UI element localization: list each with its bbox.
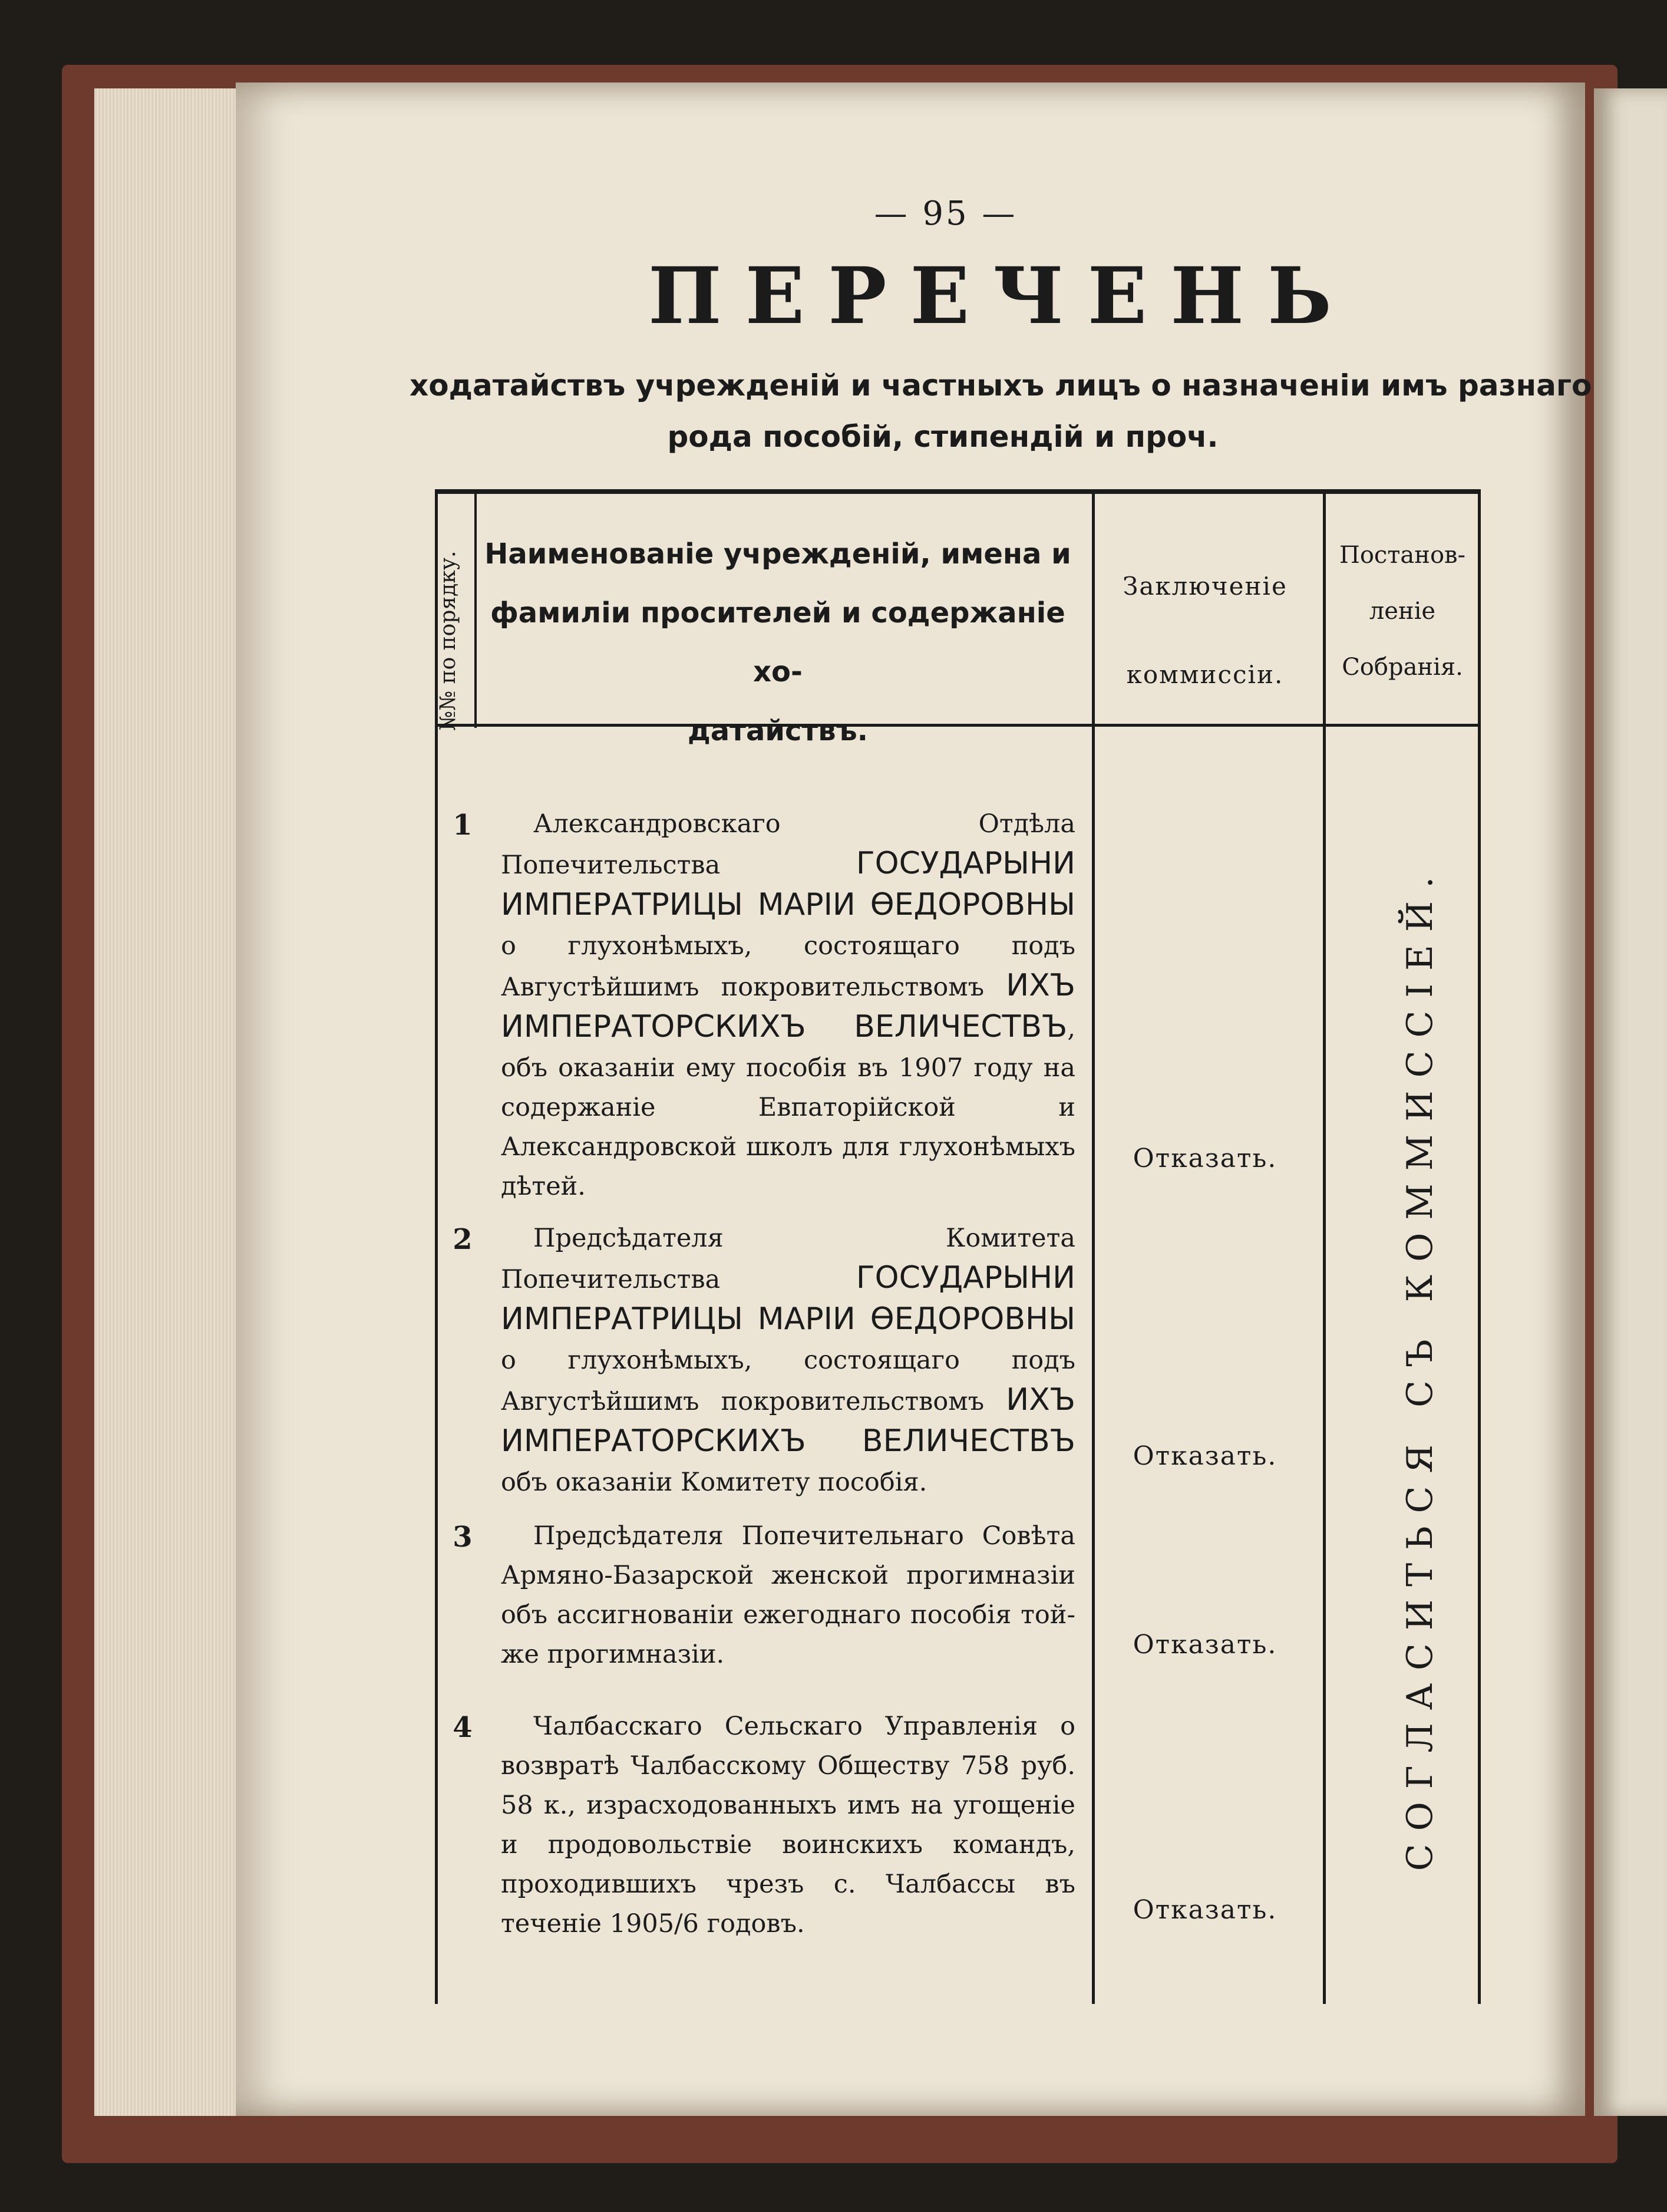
column-header-resolution-line-3: Собранія.: [1342, 654, 1463, 681]
row-3-number: 3: [453, 1521, 473, 1554]
column-header-name-line-1: Наименованіе учрежденій, имена и: [484, 538, 1071, 571]
row-1-number: 1: [453, 809, 473, 842]
column-header-conclusion-line-1: Заключеніе: [1123, 572, 1288, 601]
row-2-caps-b: ИХЪ ИМПЕРАТОРСКИХЪ ВЕЛИЧЕСТВЪ: [501, 1382, 1075, 1459]
column-header-name-line-2: фамиліи просителей и содержаніе хо-: [490, 596, 1065, 688]
column-header-resolution: [1326, 528, 1479, 695]
next-page-edge: [1594, 88, 1667, 2116]
page-edges: [94, 88, 247, 2116]
column-header-conclusion: [1096, 542, 1314, 719]
page-number: — 95 —: [874, 195, 1018, 233]
row-2-text: [501, 1219, 1075, 1502]
row-2-number: 2: [453, 1223, 473, 1256]
row-1-conclusion: Отказать.: [1133, 1143, 1278, 1173]
row-1-text: [501, 805, 1075, 1206]
row-1-text-a: Александровскаго Отдѣла Попечительства: [501, 809, 1075, 880]
column-header-resolution-line-2: леніе: [1369, 598, 1436, 625]
column-divider-3: [1323, 492, 1326, 2004]
column-header-name: [483, 525, 1072, 760]
row-4-year: 1905/6: [609, 1909, 699, 1939]
subtitle-line-2: рода пособій, стипендій и проч.: [667, 420, 1219, 454]
row-4-text: [501, 1707, 1075, 1944]
row-2-text-b: о глухонѣмыхъ, состоящаго подъ Августѣйшимъ покровительствомъ: [501, 1346, 1075, 1416]
row-1-caps-a: ГОСУДАРЫНИ ИМПЕРАТРИЦЫ МАРІИ ѲЕДОРОВНЫ: [501, 846, 1075, 922]
row-4-text-a: Чалбасскаго Сельскаго Управленія о возвратѣ Чалбасскому Обществу 758 руб. 58 к., израсходованныхъ имъ на угощеніе и продовольствіе воинскихъ командъ, проходившихъ чрезъ с. Чалбассы въ теченіе: [501, 1712, 1075, 1939]
row-4-conclusion: Отказать.: [1133, 1895, 1278, 1925]
row-2-caps-a: ГОСУДАРЫНИ ИМПЕРАТРИЦЫ МАРІИ ѲЕДОРОВНЫ: [501, 1260, 1075, 1337]
row-3-text: [501, 1517, 1075, 1674]
row-3-conclusion: Отказать.: [1133, 1630, 1278, 1660]
row-2-text-c: объ оказаніи Комитету пособія.: [501, 1468, 927, 1497]
column-divider-2: [1092, 492, 1095, 2004]
row-1-text-b: о глухонѣмыхъ, состоящаго подъ Августѣйшимъ покровительствомъ: [501, 931, 1075, 1002]
column-header-resolution-line-1: Постанов-: [1339, 542, 1466, 569]
subtitle-line-1: ходатайствъ учрежденій и частныхъ лицъ о назначеніи имъ разнаго: [410, 368, 1592, 403]
row-2-conclusion: Отказать.: [1133, 1441, 1278, 1471]
row-1-caps-b: ИХЪ ИМПЕРАТОРСКИХЪ ВЕЛИЧЕСТВЪ: [501, 968, 1075, 1044]
row-2-text-a: Предсѣдателя Комитета Попечительства: [501, 1224, 1075, 1294]
document-title: ПЕРЕЧЕНЬ: [648, 250, 1355, 342]
table-right-rule: [1478, 492, 1481, 2004]
column-header-number: №№ по порядку.: [436, 550, 460, 731]
column-header-name-line-3: датайствъ.: [688, 714, 868, 747]
row-3-text-a: Предсѣдателя Попечительнаго Совѣта Армяно-Базарской женской прогимназіи объ ассигнованіи ежегоднаго пособія той-же прогимназіи.: [501, 1521, 1075, 1669]
column-header-conclusion-line-2: коммиссіи.: [1126, 660, 1284, 689]
row-4-text-c: годовъ.: [698, 1909, 805, 1939]
row-1-text-c: , объ оказаніи ему пособія въ 1907 году на содержаніе Евпаторійской и Александровской школъ для глухонѣмыхъ дѣтей.: [501, 1014, 1075, 1201]
assembly-resolution: СОГЛАСИТЬСЯ СЪ КОММИССІЕЙ.: [1399, 863, 1441, 1871]
row-4-number: 4: [453, 1711, 473, 1744]
